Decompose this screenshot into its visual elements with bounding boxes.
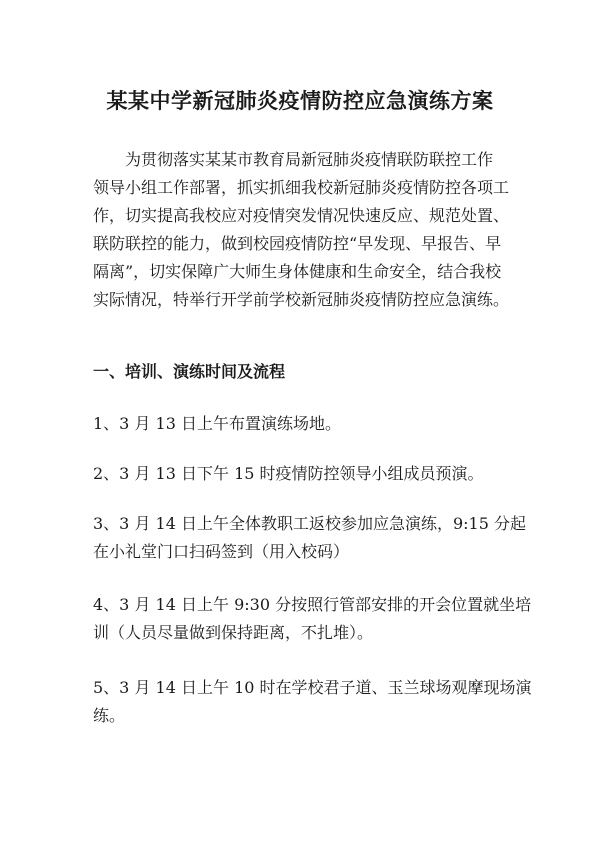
intro-line: 作，切实提高我校应对疫情突发情况快速反应、规范处置、 [93, 206, 510, 225]
list-item-line: 4、3 月 14 日上午 9:30 分按照行管部安排的开会位置就坐培 [93, 595, 532, 614]
intro-line: 联防联控的能力，做到校园疫情防控“早发现、早报告、早 [93, 234, 502, 253]
list-item-line: 练。 [93, 706, 126, 725]
intro-line: 领导小组工作部署，抓实抓细我校新冠肺炎疫情防控各项工 [93, 178, 510, 197]
list-item-line: 3、3 月 14 日上午全体教职工返校参加应急演练，9:15 分起 [93, 514, 526, 533]
intro-line: 实际情况，特举行开学前学校新冠肺炎疫情防控应急演练。 [93, 290, 510, 309]
list-item [93, 460, 523, 488]
list-item [93, 591, 532, 647]
section-heading: 一、培训、演练时间及流程 [93, 362, 286, 381]
document-title: 某某中学新冠肺炎疫情防控应急演练方案 [106, 89, 494, 113]
intro-line: 为贯彻落实某某市教育局新冠肺炎疫情联防联控工作 [125, 150, 494, 169]
list-item [93, 510, 526, 566]
list-item-line: 1、3 月 13 日上午布置演练场地。 [93, 414, 341, 433]
list-item [93, 410, 523, 438]
intro-paragraph [93, 146, 523, 314]
list-item-line: 训（人员尽量做到保持距离，不扎堆）。 [93, 623, 374, 642]
list-item-line: 2、3 月 13 日下午 15 时疫情防控领导小组成员预演。 [93, 464, 484, 483]
intro-line: 隔离”，切实保障广大师生身体健康和生命安全，结合我校 [93, 262, 502, 281]
list-item-line: 在小礼堂门口扫码签到（用入校码） [93, 542, 350, 561]
list-item-line: 5、3 月 14 日上午 10 时在学校君子道、玉兰球场观摩现场演 [93, 678, 532, 697]
list-item [93, 674, 532, 730]
